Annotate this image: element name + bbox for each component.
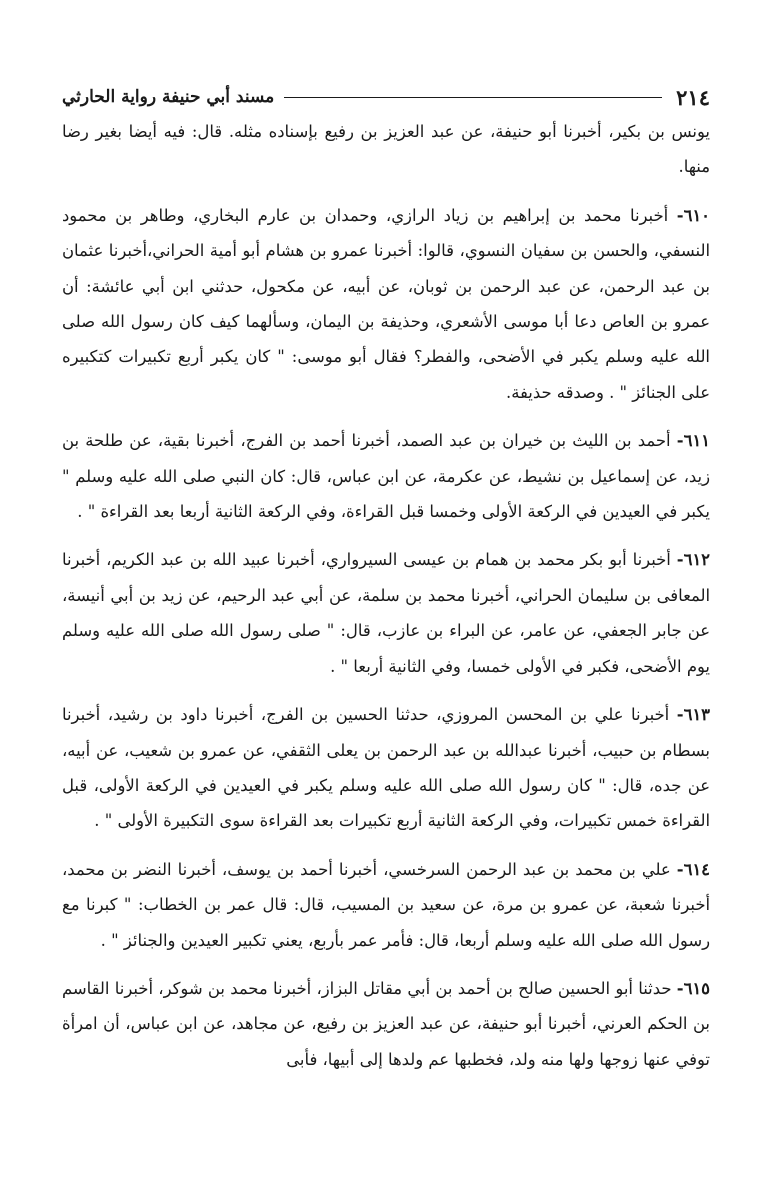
paragraph-text: أخبرنا أبو بكر محمد بن همام بن عيسى السيرواري، أخبرنا عبيد الله بن عبد الكريم، أخبرنا المعافى بن سليمان الحراني، أخبرنا محمد بن سلمة، عن أبي عبد الرحيم، عن زيد بن أبي أنيسة، عن جابر الجعفي، عن عامر، عن البراء بن عازب، قال: " صلى رسول الله صلى الله عليه وسلم يوم الأضحى، فكبر في الأولى خمسا، وفي الثانية أربعا " . [62,550,710,676]
paragraph-text: أخبرنا علي بن المحسن المروزي، حدثنا الحسين بن الفرج، أخبرنا داود بن رشيد، أخبرنا بسطام بن حبيب، أخبرنا عبدالله بن عبد الرحمن بن يعلى الثقفي، عن عمرو بن شعيب، عن أبيه، عن جده، قال: " كان رسول الله صلى الله عليه وسلم يكبر في العيدين في الركعة الأولى، قبل القراءة خمس تكبيرات، وفي الركعة الثانية أربع تكبيرات بعد القراءة سوى التكبيرة الأولى " . [62,705,710,831]
hadith-number: ٦١٤- [676,859,710,879]
hadith-number: ٦١٣- [676,705,710,725]
page-body [62,114,710,1077]
paragraph-text: أخبرنا محمد بن إبراهيم بن زياد الرازي، وحمدان بن عارم البخاري، وطاهر بن محمود النسفي، والحسن بن سفيان النسوي، قالوا: أخبرنا عمرو بن هشام أبو أمية الحراني،أخبرنا عثمان بن عبد الرحمن، عن عبد الرحمن بن ثوبان، عن أبيه، عن مكحول، حدثني ابن أبي عائشة: أن عمرو بن العاص دعا أبا موسى الأشعري، وحذيفة بن اليمان، وسألهما كيف كان رسول الله صلى الله عليه وسلم يكبر في الأضحى، والفطر؟ فقال أبو موسى: " كان يكبر أربع تكبيرات كتكبيره على الجنائز " . وصدقه حذيفة. [62,205,710,402]
paragraph-text: أحمد بن الليث بن خيران بن عبد الصمد، أخبرنا أحمد بن الفرج، أخبرنا بقية، عن طلحة بن زيد، عن إسماعيل بن نشيط، عن عكرمة، عن ابن عباس، قال: كان النبي صلى الله عليه وسلم " يكبر في العيدين في الركعة الأولى وخمسا قبل القراءة، وفي الركعة الثانية أربعا بعد القراءة " . [62,431,710,522]
hadith-611 [62,423,710,529]
hadith-614 [62,852,710,958]
book-page [62,82,710,1077]
page-number: ٢١٤ [676,84,710,110]
running-header [62,82,710,112]
paragraph-continuation [62,114,710,185]
paragraph-text: حدثنا أبو الحسين صالح بن أحمد بن أبي مقاتل البزاز، أخبرنا محمد بن شوكر، أخبرنا القاسم بن الحكم العرني، أخبرنا أبو حنيفة، عن عبد العزيز بن رفيع، عن مجاهد، عن ابن عباس، أن امرأة توفي عنها زوجها ولها منه ولد، فخطبها عم ولدها إلى أبيها، فأبى [62,978,710,1069]
hadith-number: ٦١٢- [676,550,710,570]
header-rule [284,97,662,98]
paragraph-text: يونس بن بكير، أخبرنا أبو حنيفة، عن عبد العزيز بن رفيع بإسناده مثله. قال: فيه أيضا بغير رضا منها. [62,122,710,177]
hadith-number: ٦١٥- [676,978,710,998]
hadith-610 [62,198,710,410]
book-title: مسند أبي حنيفة رواية الحارثي [62,87,275,107]
hadith-615 [62,971,710,1077]
hadith-612 [62,542,710,684]
hadith-number: ٦١١- [676,431,710,451]
paragraph-text: علي بن محمد بن عبد الرحمن السرخسي، أخبرنا أحمد بن يوسف، أخبرنا النضر بن محمد، أخبرنا شعبة، عن عمرو بن مرة، عن سعيد بن المسيب، قال: قال عمر بن الخطاب: " كبرنا مع رسول الله صلى الله عليه وسلم أربعا، قال: فأمر عمر بأربع، يعني تكبير العيدين والجنائز " . [62,859,710,950]
hadith-number: ٦١٠- [676,205,710,225]
hadith-613 [62,697,710,839]
